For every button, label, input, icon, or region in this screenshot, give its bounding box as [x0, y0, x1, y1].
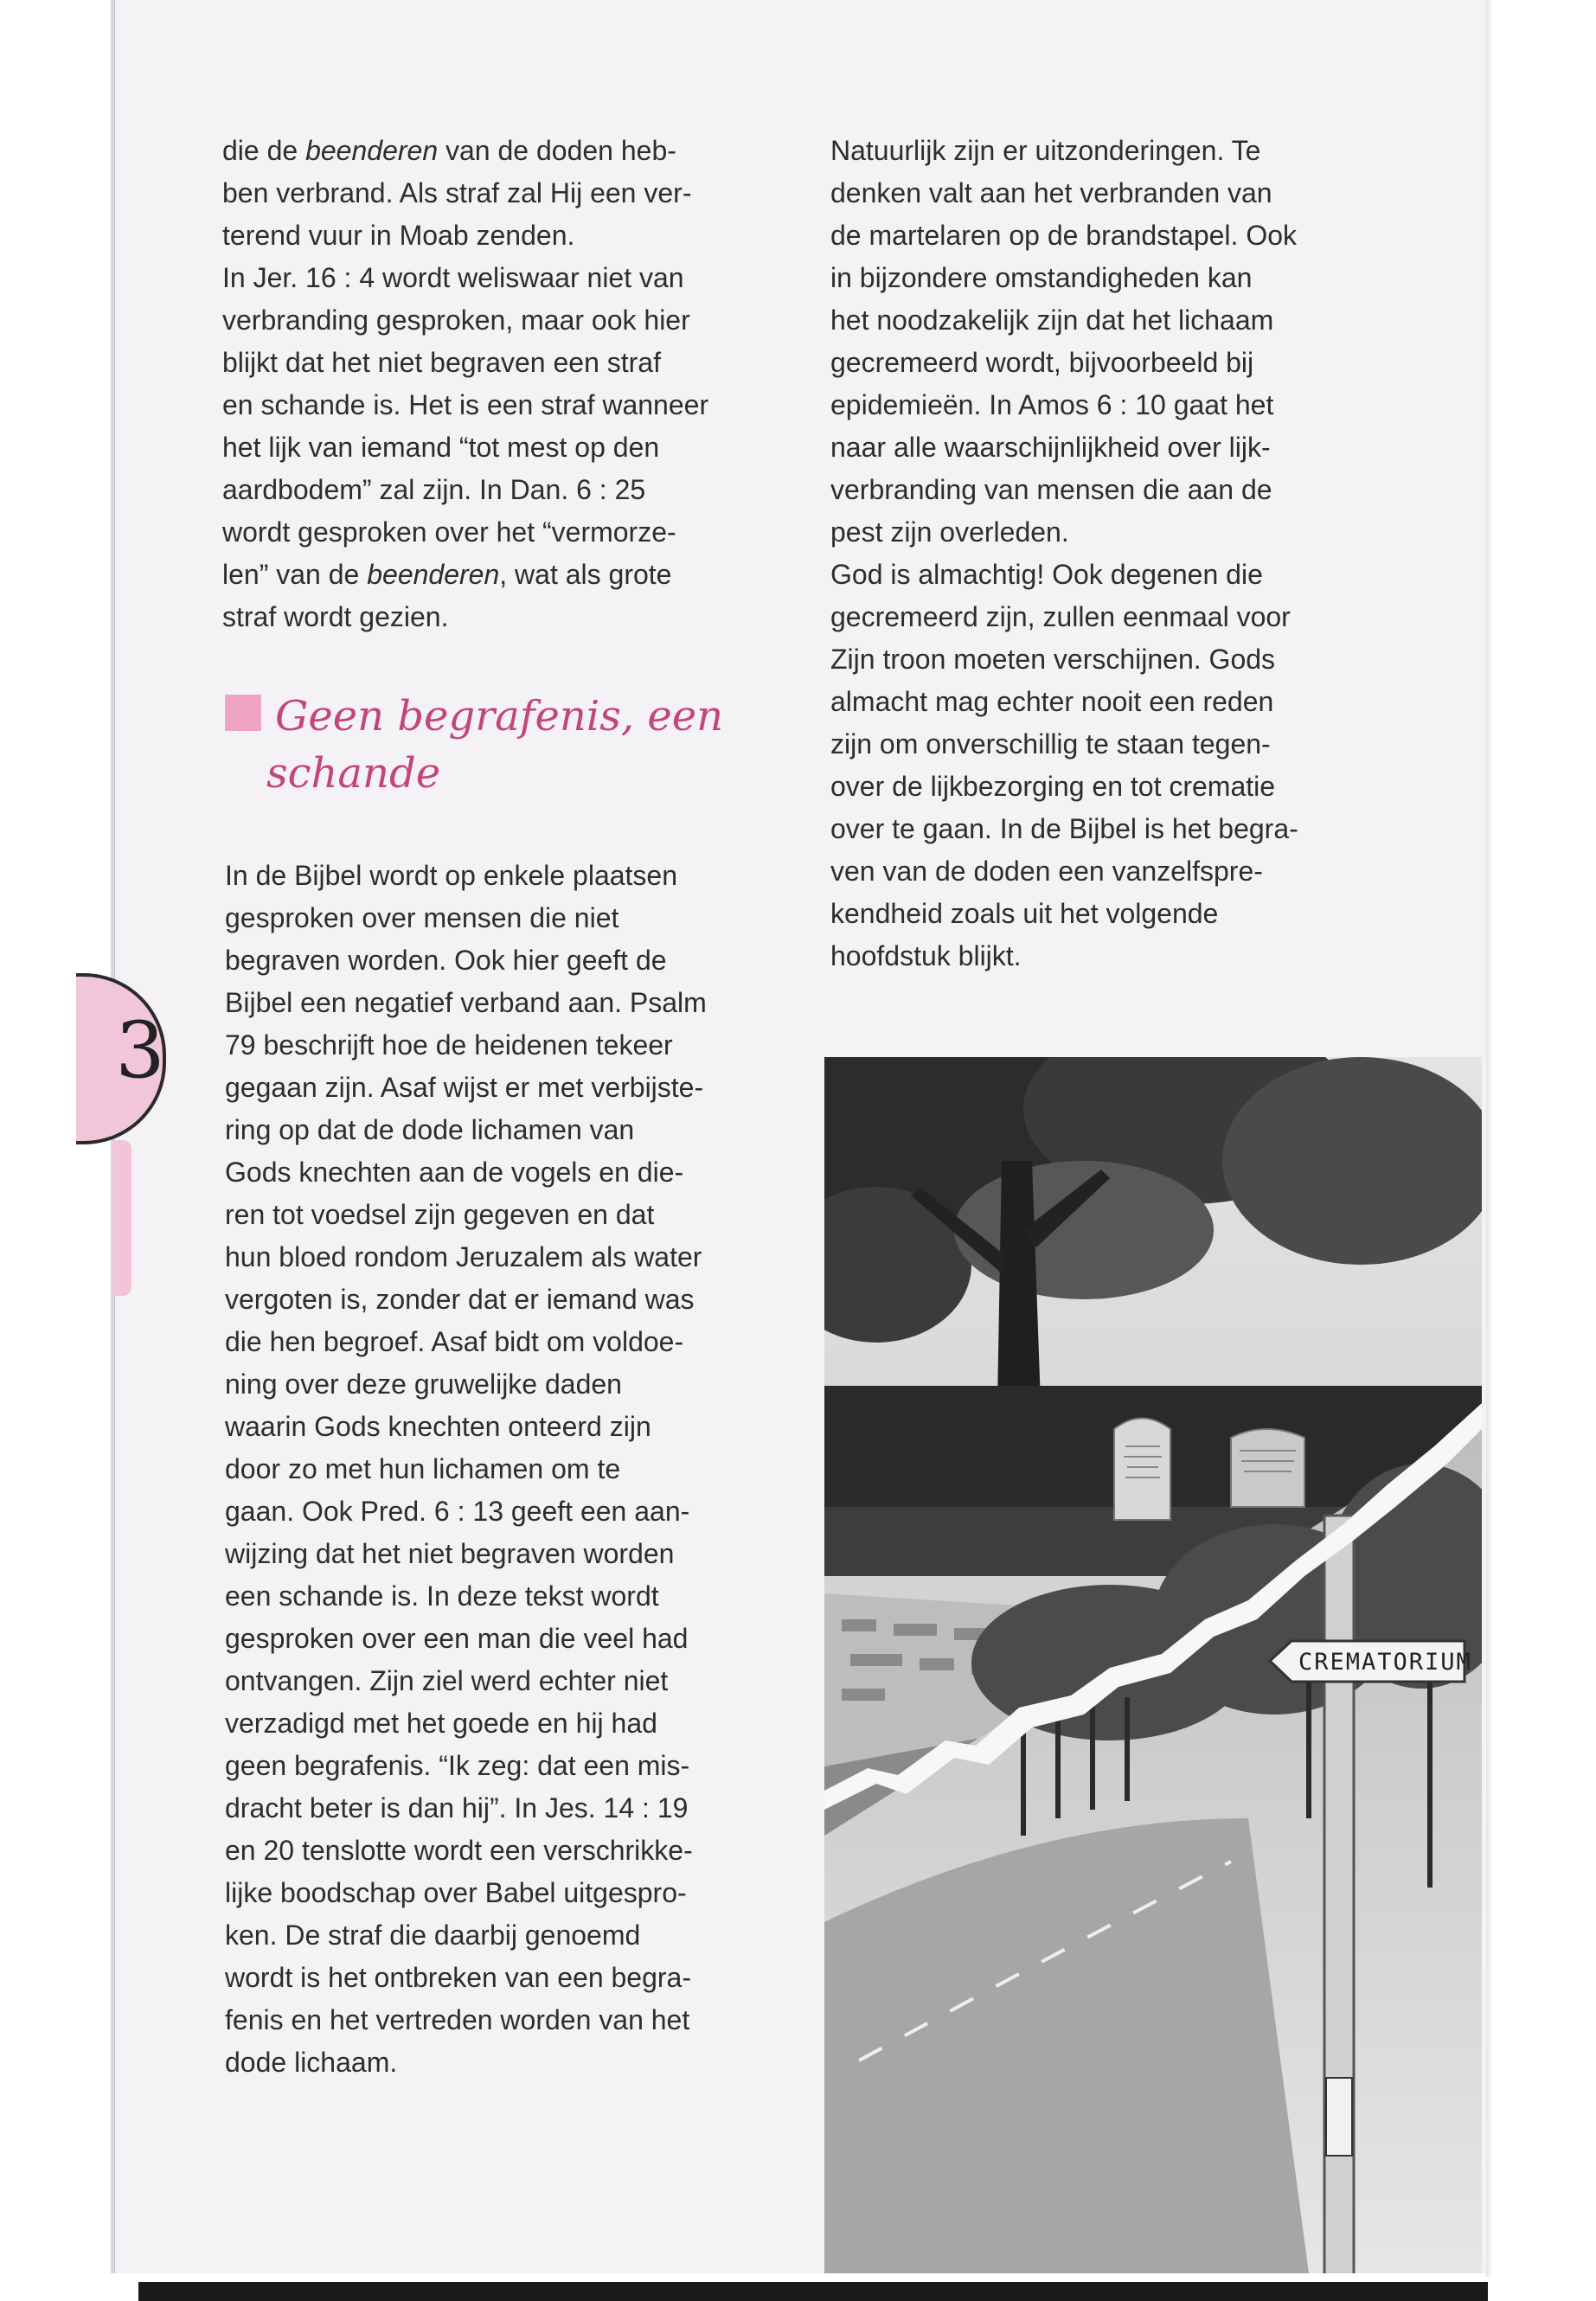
- text-line: het noodzakelijk zijn dat het lichaam: [830, 304, 1274, 336]
- text-line: fenis en het vertreden worden van het: [225, 2004, 690, 2035]
- text-line: en schande is. Het is een straf wanneer: [222, 389, 709, 420]
- text-line: dode lichaam.: [225, 2047, 398, 2078]
- text-line: 79 beschrijft hoe de heidenen tekeer: [225, 1029, 673, 1061]
- text-line: hun bloed rondom Jeruzalem als water: [225, 1241, 702, 1272]
- text-line: ning over deze gruwelijke daden: [225, 1368, 622, 1400]
- text-line: door zo met hun lichamen om te: [225, 1453, 621, 1484]
- section-heading-line-2: schande: [266, 749, 441, 798]
- sign-pole: [1324, 1516, 1354, 2273]
- gravestone-left: [1114, 1419, 1170, 1521]
- text-line: gesproken over mensen die niet: [225, 902, 619, 933]
- text-line: Gods knechten aan de vogels en die-: [225, 1157, 684, 1188]
- text-line: len” van de beenderen, wat als grote: [222, 559, 672, 590]
- page-edge: [1486, 0, 1493, 2277]
- chapter-number: 3: [115, 1005, 165, 1096]
- text-line: zijn om onverschillig te staan tegen-: [830, 728, 1271, 760]
- section-heading: [266, 688, 760, 802]
- text-line: God is almachtig! Ook degenen die: [830, 559, 1263, 590]
- text-line: gesproken over een man die veel had: [225, 1623, 689, 1654]
- text-line: straf wordt gezien.: [222, 601, 449, 632]
- text-line: epidemieën. In Amos 6 : 10 gaat het: [830, 389, 1274, 420]
- text-line: blijkt dat het niet begraven een straf: [222, 347, 661, 378]
- text-line: wordt gesproken over het “vermorze-: [222, 516, 676, 548]
- text-line: In de Bijbel wordt op enkele plaatsen: [225, 860, 678, 891]
- text-line: ring op dat de dode lichamen van: [225, 1114, 635, 1145]
- right-column-text: [830, 130, 1384, 977]
- text-line: lijke boodschap over Babel uitgespro-: [225, 1877, 687, 1908]
- text-line: ven van de doden een vanzelfspre-: [830, 856, 1263, 887]
- bottom-edge-bar: [138, 2282, 1488, 2301]
- text-line: over de lijkbezorging en tot crematie: [830, 771, 1276, 802]
- cemetery-crematorium-photo: [824, 1057, 1482, 2273]
- text-line: wijzing dat het niet begraven worden: [225, 1538, 675, 1569]
- text-line: geen begrafenis. “Ik zeg: dat een mis-: [225, 1750, 690, 1781]
- emphasis: beenderen: [305, 135, 439, 166]
- text-line: gecremeerd wordt, bijvoorbeeld bij: [830, 347, 1254, 378]
- text-line: pest zijn overleden.: [830, 516, 1069, 548]
- text-line: het lijk van iemand “tot mest op den: [222, 432, 660, 463]
- text-line: gaan. Ook Pred. 6 : 13 geeft een aan-: [225, 1496, 690, 1527]
- text-line: ken. De straf die daarbij genoemd: [225, 1920, 641, 1951]
- text-line: terend vuur in Moab zenden.: [222, 220, 575, 251]
- text-line: in bijzondere omstandigheden kan: [830, 262, 1253, 293]
- text-line: Zijn troon moeten verschijnen. Gods: [830, 644, 1276, 675]
- text-line: verbranding gesproken, maar ook hier: [222, 304, 690, 336]
- text-line: over te gaan. In de Bijbel is het begra-: [830, 813, 1298, 844]
- text-line: ontvangen. Zijn ziel werd echter niet: [225, 1665, 669, 1696]
- text-line: dracht beter is dan hij”. In Jes. 14 : 19: [225, 1792, 689, 1823]
- chapter-tab-lower: [112, 1140, 131, 1296]
- text-line: naar alle waarschijnlijkheid over lijk-: [830, 432, 1271, 463]
- gravestone-right: [1231, 1429, 1304, 1507]
- heading-square-bullet: [225, 695, 261, 731]
- text-line: die de beenderen van de doden heb-: [222, 135, 676, 166]
- left-column-top-text: [222, 130, 776, 638]
- emphasis: beenderen: [367, 559, 500, 590]
- text-line: gegaan zijn. Asaf wijst er met verbijste-: [225, 1072, 704, 1103]
- section-heading-block: [225, 688, 779, 809]
- photo-illustration: [824, 1057, 1482, 2273]
- text-line: wordt is het ontbreken van een begra-: [225, 1962, 691, 1993]
- text-line: waarin Gods knechten onteerd zijn: [225, 1411, 651, 1442]
- text-line: en 20 tenslotte wordt een verschrikke-: [225, 1835, 693, 1866]
- text-line: hoofdstuk blijkt.: [830, 940, 1022, 971]
- text-line: die hen begroef. Asaf bidt om voldoe-: [225, 1326, 684, 1357]
- text-line: vergoten is, zonder dat er iemand was: [225, 1284, 695, 1315]
- text-line: gecremeerd zijn, zullen eenmaal voor: [830, 601, 1291, 632]
- text-line: een schande is. In deze tekst wordt: [225, 1580, 659, 1612]
- text-line: ben verbrand. Als straf zal Hij een ver-: [222, 177, 692, 208]
- left-column-body-text: [225, 855, 779, 2084]
- text-line: almacht mag echter nooit een reden: [830, 686, 1274, 717]
- text-line: Natuurlijk zijn er uitzonderingen. Te: [830, 135, 1261, 166]
- text-line: Bijbel een negatief verband aan. Psalm: [225, 987, 707, 1018]
- text-line: kendheid zoals uit het volgende: [830, 898, 1219, 929]
- text-line: denken valt aan het verbranden van: [830, 177, 1272, 208]
- text-line: In Jer. 16 : 4 wordt weliswaar niet van: [222, 262, 684, 293]
- text-line: verbranding van mensen die aan de: [830, 474, 1272, 505]
- text-line: ren tot voedsel zijn gegeven en dat: [225, 1199, 655, 1230]
- text-line: verzadigd met het goede en hij had: [225, 1708, 657, 1739]
- text-line: aardbodem” zal zijn. In Dan. 6 : 25: [222, 474, 646, 505]
- section-heading-line-1: Geen begrafenis, een: [275, 692, 724, 740]
- text-line: begraven worden. Ook hier geeft de: [225, 945, 667, 976]
- text-line: de martelaren op de brandstapel. Ook: [830, 220, 1297, 251]
- crematorium-sign-text: CREMATORIUM: [1298, 1649, 1472, 1676]
